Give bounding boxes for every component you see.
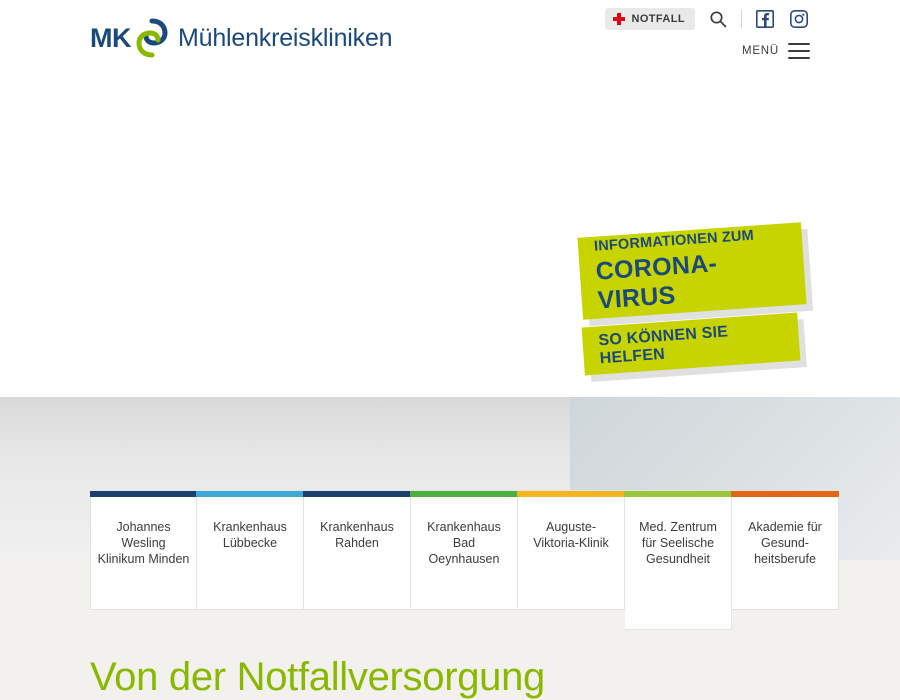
clinic-tile-label: Krankenhaus Rahden bbox=[320, 520, 394, 550]
facebook-icon[interactable] bbox=[754, 8, 776, 30]
hero-section bbox=[0, 75, 900, 560]
corona-sticker-line2: CORONA-VIRUS bbox=[594, 249, 719, 315]
emergency-button[interactable] bbox=[605, 8, 695, 30]
site-logo[interactable] bbox=[90, 17, 392, 59]
logo-wordmark: Mühlenkreiskliniken bbox=[178, 23, 393, 52]
corona-banner[interactable] bbox=[575, 225, 815, 380]
clinic-tile[interactable] bbox=[90, 490, 197, 610]
emergency-label: NOTFALL bbox=[631, 13, 685, 25]
clinic-tile[interactable] bbox=[304, 490, 411, 610]
clinic-tile-label: Krankenhaus Lübbecke bbox=[213, 520, 287, 550]
clinic-tile[interactable] bbox=[197, 490, 304, 610]
clinic-tile-color-bar bbox=[731, 491, 839, 497]
mk-logo-mark-icon bbox=[129, 17, 175, 59]
clinic-tile[interactable] bbox=[518, 490, 625, 610]
clinic-tile-label: Akademie für Gesund-heitsberufe bbox=[748, 520, 822, 566]
hamburger-menu-icon[interactable] bbox=[788, 43, 810, 59]
menu-label: MENÜ bbox=[741, 45, 779, 57]
logo-abbreviation: MK bbox=[90, 22, 131, 53]
clinic-tile[interactable] bbox=[411, 490, 518, 610]
corona-help-sticker[interactable] bbox=[582, 313, 801, 376]
clinic-tile-color-bar bbox=[410, 491, 518, 497]
clinic-tile-color-bar bbox=[90, 491, 197, 497]
search-icon[interactable] bbox=[707, 8, 729, 30]
corona-sticker-line3: SO KÖNNEN SIE HELFEN bbox=[597, 323, 729, 368]
clinic-tile-color-bar bbox=[303, 491, 411, 497]
site-header bbox=[0, 0, 900, 75]
clinic-tile-color-bar bbox=[624, 491, 732, 497]
clinic-tile-color-bar bbox=[196, 491, 304, 497]
header-utility-row bbox=[605, 8, 810, 30]
page-headline: Von der Notfallversorgung bbox=[90, 655, 546, 699]
corona-sticker-line1: INFORMATIONEN ZUM bbox=[593, 227, 755, 256]
menu-toggle[interactable] bbox=[742, 43, 810, 59]
clinic-tile-label: Med. Zentrum für Seelische Gesundheit bbox=[639, 520, 717, 566]
corona-info-sticker[interactable] bbox=[577, 222, 806, 319]
clinic-tile-label: Auguste-Viktoria-Klinik bbox=[533, 520, 609, 550]
clinic-tile-label: Krankenhaus Bad Oeynhausen bbox=[427, 520, 501, 566]
instagram-icon[interactable] bbox=[788, 8, 810, 30]
clinic-tile-row bbox=[90, 490, 840, 630]
clinic-tile-label: Johannes Wesling Klinikum Minden bbox=[97, 520, 190, 566]
clinic-tile[interactable] bbox=[625, 490, 732, 630]
header-divider bbox=[741, 10, 742, 28]
clinic-tile-color-bar bbox=[517, 491, 625, 497]
red-cross-icon bbox=[613, 13, 625, 25]
clinic-tile[interactable] bbox=[732, 490, 839, 610]
